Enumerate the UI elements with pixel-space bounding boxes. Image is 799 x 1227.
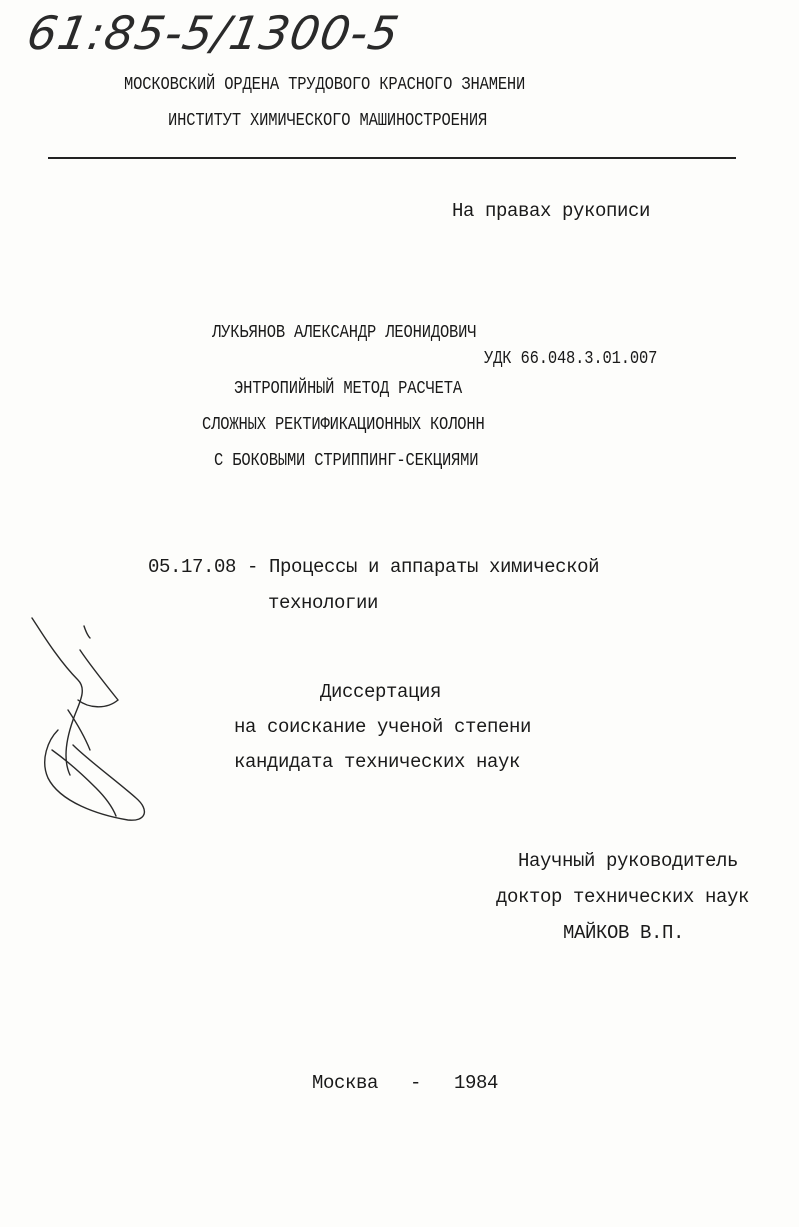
udc-code: УДК 66.048.3.01.007	[484, 349, 658, 369]
place-dash: -	[410, 1072, 422, 1094]
supervisor-name: МАЙКОВ В.П.	[563, 922, 685, 944]
supervisor-line-1: Научный руководитель	[518, 850, 739, 872]
handwritten-signature	[18, 610, 168, 850]
title-line-2: СЛОЖНЫХ РЕКТИФИКАЦИОННЫХ КОЛОНН	[202, 415, 485, 435]
degree-line-2: на соискание ученой степени	[234, 716, 532, 738]
specialty-line-2: технологии	[268, 592, 379, 614]
header-divider	[48, 157, 736, 159]
specialty-line-1: 05.17.08 - Процессы и аппараты химической	[148, 556, 600, 578]
handwritten-archive-mark: 61:85-5/1300-5	[23, 6, 404, 60]
institution-line-2: ИНСТИТУТ ХИМИЧЕСКОГО МАШИНОСТРОЕНИЯ	[168, 111, 488, 131]
institution-line-1: МОСКОВСКИЙ ОРДЕНА ТРУДОВОГО КРАСНОГО ЗНАМЕНИ	[124, 75, 526, 95]
degree-line-3: кандидата технических наук	[234, 751, 521, 773]
degree-line-1: Диссертация	[320, 681, 442, 703]
manuscript-rights: На правах рукописи	[452, 200, 651, 222]
place-year: 1984	[454, 1072, 499, 1094]
title-line-1: ЭНТРОПИЙНЫЙ МЕТОД РАСЧЕТА	[234, 379, 462, 399]
place-city: Москва	[312, 1072, 379, 1094]
supervisor-line-2: доктор технических наук	[496, 886, 750, 908]
title-line-3: С БОКОВЫМИ СТРИППИНГ-СЕКЦИЯМИ	[214, 451, 479, 471]
author-name: ЛУКЬЯНОВ АЛЕКСАНДР ЛЕОНИДОВИЧ	[212, 323, 477, 343]
